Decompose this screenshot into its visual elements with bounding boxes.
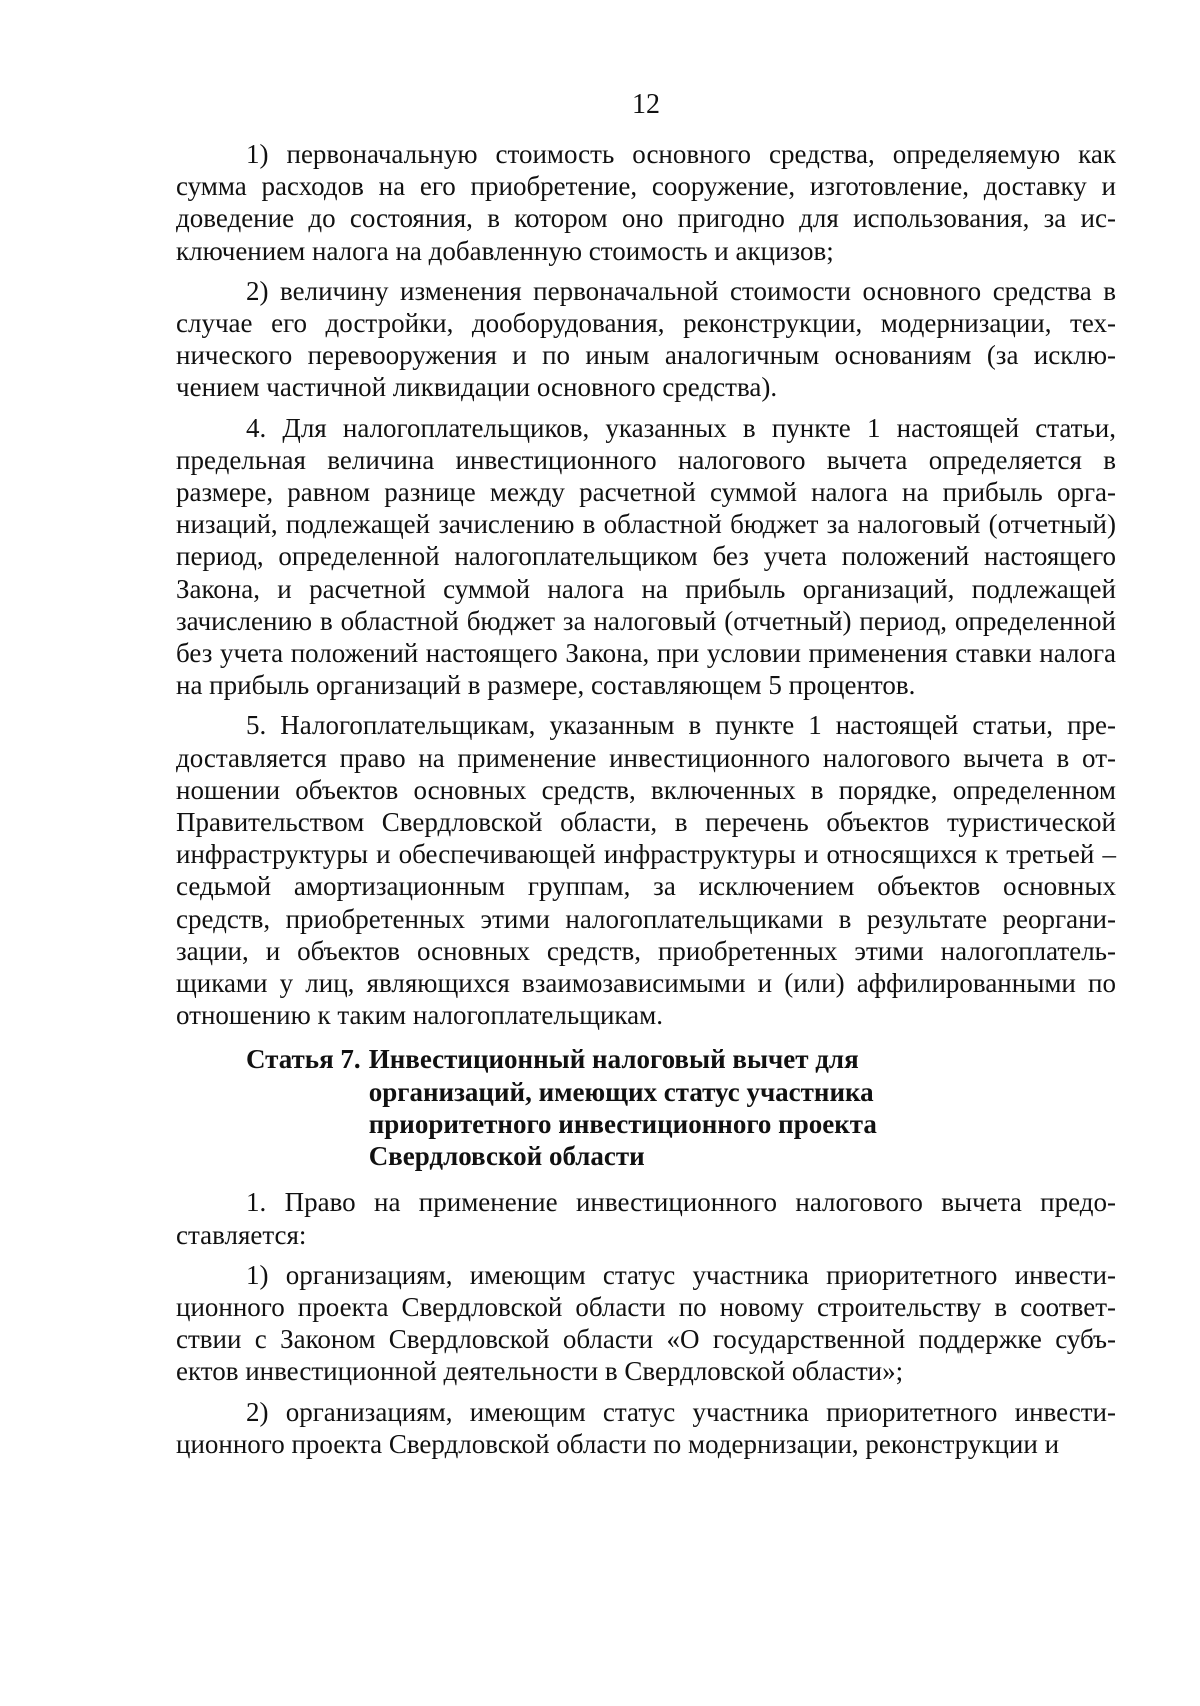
article-label: Статья 7.: [246, 1044, 361, 1075]
paragraph-point-1: 1. Право на применение инвестиционного налогового вычета предоставляется:: [176, 1187, 1116, 1250]
article-title: Инвестиционный налоговый вычет для организаций, имеющих статус участника приоритетного инвестиционного проекта Свердловской области: [368, 1044, 877, 1172]
document-page: [176, 88, 1116, 1468]
article-heading: [246, 1043, 1116, 1172]
paragraph-item-2: 2) величину изменения первоначальной стоимости основного средства в случае его достройки, дооборудования, реконструкции, модернизации, технического перевооружения и по иным аналогичным основаниям (за исключением частичной ликвидации основного средства).: [176, 275, 1116, 403]
paragraph-point-4: 4. Для налогоплательщиков, указанных в пункте 1 настоящей статьи, предельная величина инвестиционного налогового вычета определяется в размере, равном разнице между расчетной суммой налога на прибыль организаций, подлежащей зачислению в областной бюджет за налоговый (отчетный) период, определенной налогоплательщиком без учета положений настоящего Закона, и расчетной суммой налога на прибыль организаций, подлежащей зачислению в областной бюджет за налоговый (отчетный) период, определенной без учета положений настоящего Закона, при условии применения ставки налога на прибыль организаций в размере, составляющем 5 процентов.: [176, 412, 1116, 701]
paragraph-subitem-2: 2) организациям, имеющим статус участника приоритетного инвестиционного проекта Свердловской области по модернизации, реконструкции и: [176, 1396, 1116, 1459]
paragraph-subitem-1: 1) организациям, имеющим статус участника приоритетного инвестиционного проекта Свердловской области по новому строительству в соответствии с Законом Свердловской области «О государственной поддержке субъектов инвестиционной деятельности в Свердловской области»;: [176, 1259, 1116, 1387]
paragraph-item-1: 1) первоначальную стоимость основного средства, определяемую как сумма расходов на его приобретение, сооружение, изготовление, доставку и доведение до состояния, в котором оно пригодно для использования, за исключением налога на добавленную стоимость и акцизов;: [176, 139, 1116, 266]
paragraph-point-5: 5. Налогоплательщикам, указанным в пункте 1 настоящей статьи, предоставляется право на применение инвестиционного налогового вычета в отношении объектов основных средств, включенных в порядке, определенном Правительством Свердловской области, в перечень объектов туристической инфраструктуры и обеспечивающей инфраструктуры и относящихся к третьей – седьмой амортизационным группам, за исключением объектов основных средств, приобретенных этими налогоплательщиками в результате реорганизации, и объектов основных средств, приобретенных этими налогоплательщиками у лиц, являющихся взаимозависимыми и (или) аффилированными по отношению к таким налогоплательщикам.: [176, 710, 1116, 1031]
page-number: 12: [632, 89, 660, 120]
